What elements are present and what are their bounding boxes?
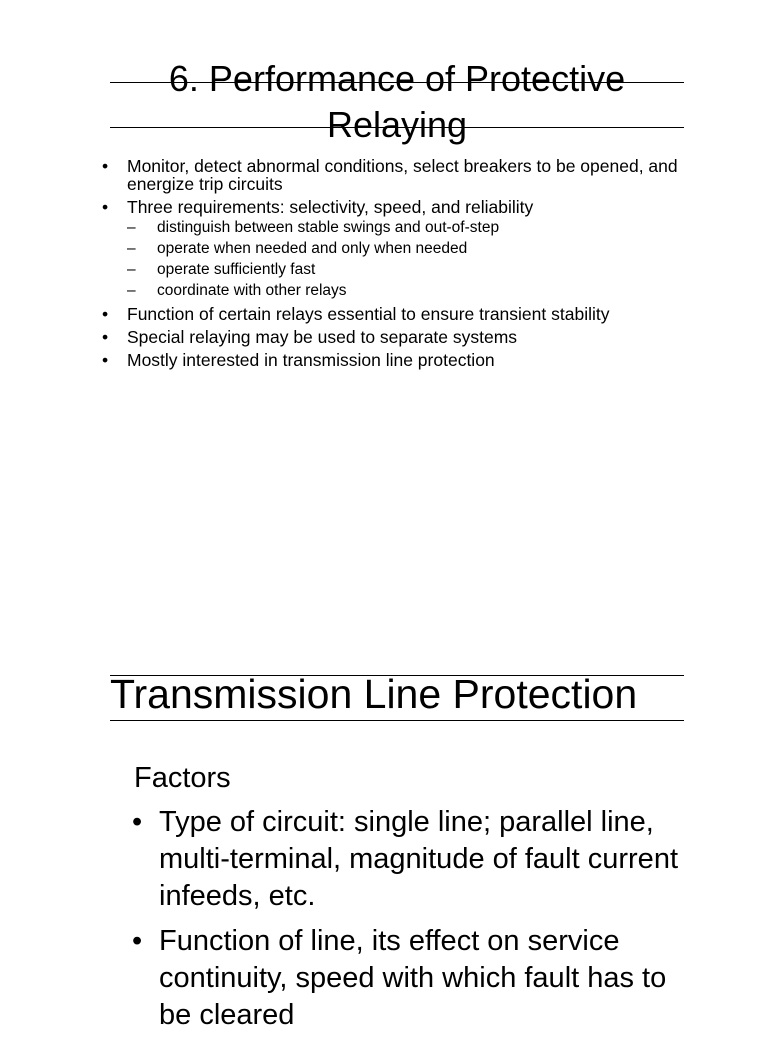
sub-bullet-text: coordinate with other relays	[157, 282, 347, 299]
slide-title-line-2: Relaying	[326, 104, 468, 145]
bullet-text: Special relaying may be used to separate systems	[127, 327, 518, 347]
bullet-text: Function of line, its effect on service continuity, speed with which fault has to be cleared	[159, 925, 667, 1031]
sub-bullet-item	[127, 282, 700, 300]
slide-performance-protective-relaying	[0, 0, 768, 512]
dash-marker: –	[127, 261, 136, 278]
sub-bullet-item	[127, 240, 700, 258]
slide-title: Transmission Line Protection	[110, 671, 638, 717]
slide-transmission-line-protection	[0, 512, 768, 1031]
bullet-text: Three requirements: selectivity, speed, and reliability	[127, 197, 534, 217]
bullet-text: Type of circuit: single line; parallel line, multi-terminal, magnitude of fault current infeeds, etc.	[159, 806, 678, 912]
sub-bullet-text: operate sufficiently fast	[157, 261, 316, 278]
bullet-marker: •	[102, 350, 109, 370]
bullet-marker: •	[132, 806, 143, 838]
bullet-marker: •	[102, 156, 109, 176]
slide-title-line-1: 6. Performance of Protective	[168, 58, 626, 99]
bullet-text: Monitor, detect abnormal conditions, select breakers to be opened, and energize trip circuits	[127, 156, 678, 194]
bullet-list	[132, 804, 692, 1042]
dash-marker: –	[127, 240, 136, 257]
title-rule-bottom	[110, 720, 684, 721]
bullet-marker: •	[102, 197, 109, 217]
bullet-marker: •	[102, 304, 109, 324]
bullet-item	[100, 198, 700, 300]
slide-title	[110, 56, 684, 148]
sub-bullet-text: distinguish between stable swings and out-of-step	[157, 219, 500, 236]
bullet-item	[132, 804, 692, 915]
sub-bullet-text: operate when needed and only when needed	[157, 240, 468, 257]
bullet-text: Function of certain relays essential to ensure transient stability	[127, 304, 610, 324]
bullet-text: Mostly interested in transmission line protection	[127, 350, 495, 370]
bullet-list	[100, 157, 700, 374]
bullet-marker: •	[102, 327, 109, 347]
bullet-item	[100, 328, 700, 346]
bullet-item	[100, 305, 700, 323]
sub-bullet-list	[127, 219, 700, 300]
factors-heading: Factors	[134, 762, 231, 794]
bullet-item	[100, 351, 700, 369]
dash-marker: –	[127, 282, 136, 299]
bullet-item	[100, 157, 700, 193]
dash-marker: –	[127, 219, 136, 236]
sub-bullet-item	[127, 219, 700, 237]
bullet-item	[132, 923, 692, 1034]
bullet-marker: •	[132, 925, 143, 957]
sub-bullet-item	[127, 261, 700, 279]
